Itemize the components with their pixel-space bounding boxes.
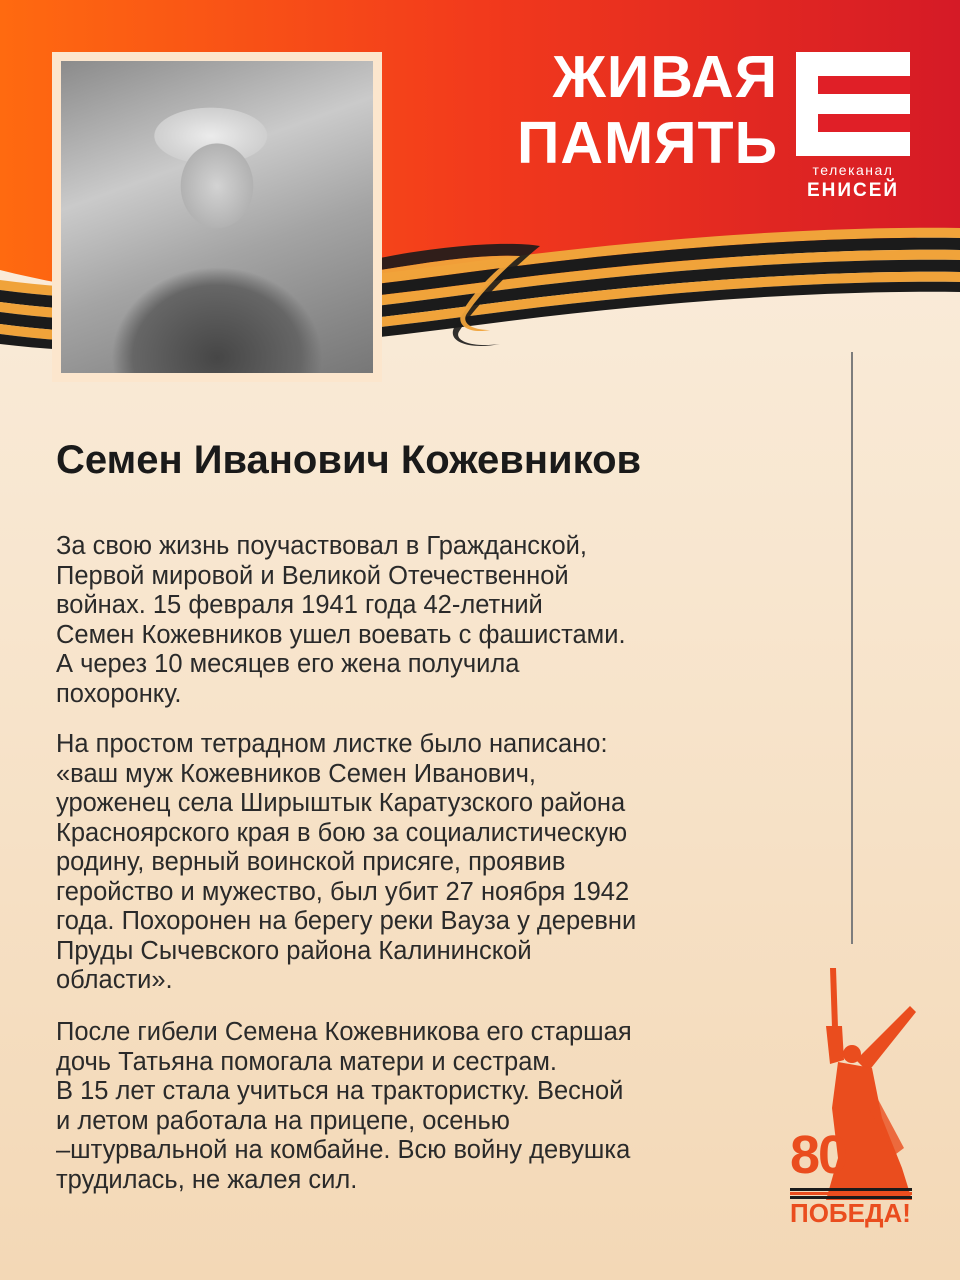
paragraph-line: трудилась, не жалея сил. bbox=[56, 1165, 358, 1194]
project-title bbox=[478, 44, 778, 176]
vertical-divider bbox=[851, 352, 853, 944]
victory-word: ПОБЕДА! bbox=[790, 1198, 911, 1228]
paragraph-line: Семен Кожевников ушел воевать с фашистами. bbox=[56, 620, 626, 649]
paragraph-line: –штурвальной на комбайне. Всю войну девушка bbox=[56, 1136, 631, 1164]
paragraph-line: Первой мировой и Великой Отечественной bbox=[56, 561, 569, 590]
enisey-e-logo-icon bbox=[796, 52, 910, 156]
paragraph-line: А через 10 месяцев его жена получила bbox=[56, 650, 520, 678]
paragraph-line: родину, верный воинской присяге, проявив bbox=[56, 848, 566, 876]
paragraph-line: Пруды Сычевского района Калининской bbox=[56, 936, 532, 965]
paragraph-line: области». bbox=[56, 966, 173, 994]
paragraph-line: дочь Татьяна помогала матери и сестрам. bbox=[56, 1047, 558, 1076]
project-title-line1: ЖИВАЯ bbox=[552, 44, 778, 110]
paragraph-line: В 15 лет стала учиться на трактористку. Весной bbox=[56, 1077, 624, 1105]
paragraph-line: На простом тетрадном листке было написано: bbox=[56, 730, 608, 758]
victory-number: 80 bbox=[790, 1125, 847, 1185]
paragraph-line: За свою жизнь поучаствовал в Гражданской, bbox=[56, 532, 587, 560]
paragraph-3 bbox=[56, 1018, 796, 1195]
paragraph-line: и летом работала на прицепе, осенью bbox=[56, 1106, 510, 1135]
victory-80-logo bbox=[786, 968, 926, 1234]
paragraph-line: войнах. 15 февраля 1941 года 42-летний bbox=[56, 591, 543, 619]
channel-subtitle: телеканал bbox=[812, 162, 894, 178]
paragraph-line: геройство и мужество, был убит 27 ноября 1942 bbox=[56, 877, 630, 906]
project-title-line2: ПАМЯТЬ bbox=[516, 110, 778, 176]
soldier-portrait-image bbox=[61, 61, 373, 373]
portrait-frame bbox=[52, 52, 382, 382]
paragraph-line: «ваш муж Кожевников Семен Иванович, bbox=[56, 759, 536, 788]
paragraph-1 bbox=[56, 532, 796, 709]
motherland-calls-statue-icon bbox=[786, 968, 926, 1234]
hero-name: Семен Иванович Кожевников bbox=[56, 438, 642, 482]
paragraph-line: года. Похоронен на берегу реки Вауза у деревни bbox=[56, 907, 637, 935]
paragraph-2 bbox=[56, 730, 796, 996]
paragraph-line: После гибели Семена Кожевникова его старшая bbox=[56, 1018, 632, 1046]
channel-logo bbox=[796, 52, 910, 202]
paragraph-line: Красноярского края в бою за социалистическую bbox=[56, 818, 628, 847]
channel-name: ЕНИСЕЙ bbox=[806, 180, 900, 201]
paragraph-line: похоронку. bbox=[56, 679, 182, 708]
paragraph-line: уроженец села Ширыштык Каратузского района bbox=[56, 789, 626, 817]
